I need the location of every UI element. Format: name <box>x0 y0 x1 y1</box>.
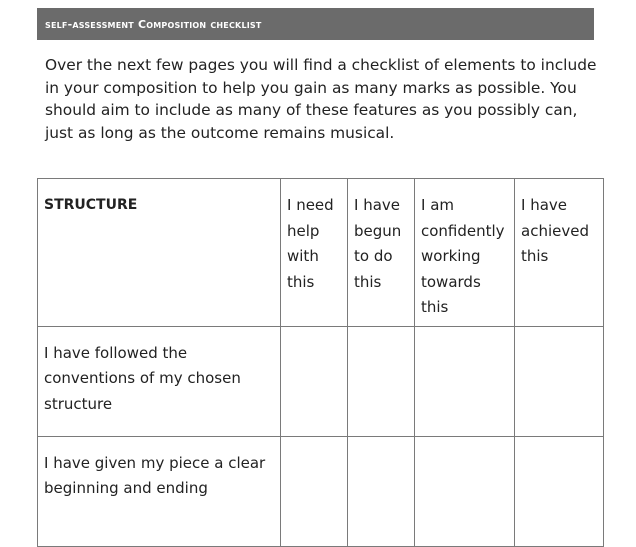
criterion-label: I have followed the conventions of my chosen structure <box>38 326 281 436</box>
checkbox-cell-begun[interactable] <box>348 436 415 546</box>
section-title: self-assessment Composition checklist <box>45 17 262 31</box>
checklist-table <box>37 178 604 547</box>
column-header-working-towards: I am confidently working towards this <box>415 179 515 327</box>
intro-paragraph: Over the next few pages you will find a checklist of elements to include in your composition to help you gain as many marks as possible. You should aim to include as many of these features as you possibly can, just as long as the outcome remains musical. <box>45 56 597 142</box>
table-header-row <box>38 179 604 327</box>
checkbox-cell-achieved[interactable] <box>515 436 604 546</box>
checkbox-cell-working-towards[interactable] <box>415 436 515 546</box>
column-header-need-help: I need help with this <box>281 179 348 327</box>
column-header-structure: STRUCTURE <box>38 179 281 327</box>
checkbox-cell-achieved[interactable] <box>515 326 604 436</box>
checkbox-cell-need-help[interactable] <box>281 436 348 546</box>
table-row <box>38 326 604 436</box>
table-row <box>38 436 604 546</box>
column-header-begun: I have begun to do this <box>348 179 415 327</box>
column-header-achieved: I have achieved this <box>515 179 604 327</box>
checkbox-cell-working-towards[interactable] <box>415 326 515 436</box>
checkbox-cell-need-help[interactable] <box>281 326 348 436</box>
section-header-bar <box>37 8 594 40</box>
criterion-label: I have given my piece a clear beginning and ending <box>38 436 281 546</box>
checkbox-cell-begun[interactable] <box>348 326 415 436</box>
